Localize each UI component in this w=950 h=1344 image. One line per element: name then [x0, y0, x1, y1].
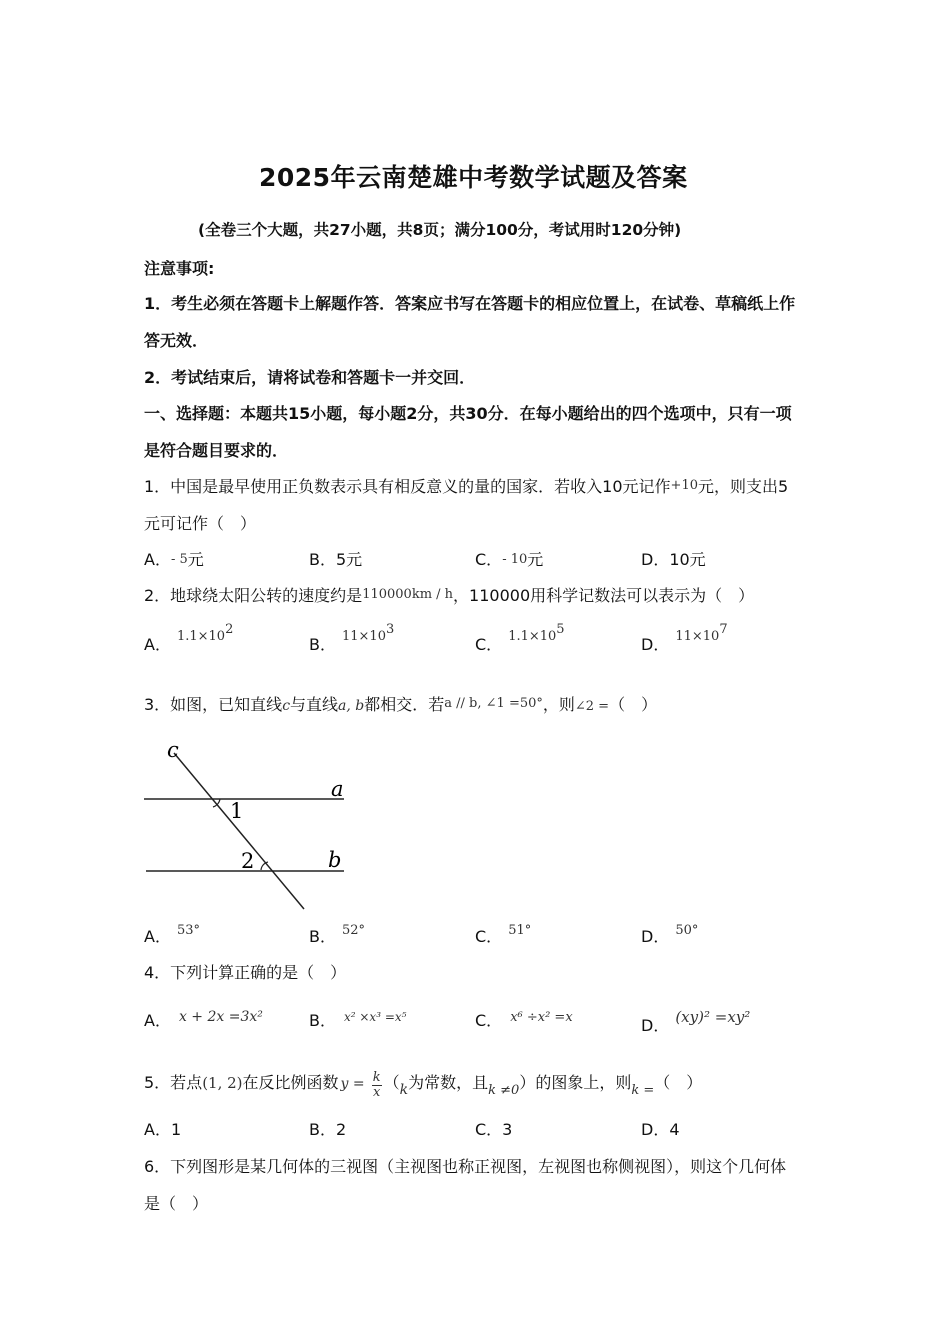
- line-c: [174, 753, 304, 909]
- q3-option-c: C． $^{51^\circ}$: [475, 923, 532, 946]
- question-6-line-1: 6．下列图形是某几何体的三视图（主视图也称正视图，左视图也称侧视图），则这个几何体: [144, 1157, 787, 1176]
- label-angle-2: 2: [241, 849, 255, 873]
- label-c: c: [167, 738, 179, 762]
- q1-option-c: C．- 10元: [475, 550, 544, 569]
- q4-option-a: A． x + 2x =3x²: [144, 1009, 263, 1030]
- q2-option-d: D． $11\times 10^7$: [641, 622, 728, 654]
- note-1-line-1: 1．考生必须在答题卡上解题作答．答案应书写在答题卡的相应位置上，在试卷、草稿纸上作: [144, 294, 796, 313]
- q5-option-a: A．1: [144, 1120, 182, 1139]
- parallel-lines-figure: [140, 738, 355, 914]
- question-1-line-1: [144, 474, 788, 497]
- q1-option-a: A．- 5元: [144, 550, 204, 569]
- question-5: 5．若点(1, 2)在反比例函数 y = $\frac{k}{x}$ （k为常数，且$_{k \ne 0}$）的图象上，则$_{k =}$（ ）: [144, 1070, 703, 1100]
- q4-option-c: C． $^{x^6 \div x^2 =x}$: [475, 1010, 573, 1030]
- label-b: b: [328, 848, 342, 872]
- question-2: 2．地球绕太阳公转的速度约是110000km / h，110000用科学记数法可以表示为（ ）: [144, 586, 755, 605]
- angle-2-arc: [261, 862, 268, 870]
- q4-option-d: D． (xy)² =xy²: [641, 1008, 751, 1035]
- q5-option-b: B．2: [309, 1120, 347, 1139]
- q5-option-d: D．4: [641, 1120, 680, 1139]
- exam-info: (全卷三个大题，共27小题，共8页；满分100分，考试用时120分钟): [198, 221, 682, 239]
- q3-option-a: A． $^{53^\circ}$: [144, 923, 200, 946]
- q3-condition: a // b, ∠1 =50°: [444, 696, 543, 711]
- q2-option-a: A． $1.1\times 10^2$: [144, 622, 234, 654]
- q2-option-b: B． $11\times 10^3$: [309, 622, 395, 654]
- q1-option-d: D．10元: [641, 550, 706, 569]
- q1-text-b: 元，则支出5: [697, 477, 789, 496]
- section-1-line-1: 一、选择题：本题共15小题，每小题2分，共30分．在每小题给出的四个选项中，只有一项: [144, 404, 792, 423]
- question-4: 4．下列计算正确的是（ ）: [144, 963, 347, 982]
- question-6-line-2: 是（ ）: [144, 1194, 209, 1213]
- label-a: a: [331, 777, 344, 801]
- note-1-line-2: 答无效．: [144, 331, 209, 350]
- page-title: 2025年云南楚雄中考数学试题及答案: [259, 163, 688, 192]
- note-2: 2．考试结束后，请将试卷和答题卡一并交回．: [144, 368, 476, 387]
- q3-option-d: D． $^{50^\circ}$: [641, 923, 699, 946]
- label-angle-1: 1: [230, 799, 244, 823]
- q3-option-b: B． $^{52^\circ}$: [309, 923, 366, 946]
- notes-heading: 注意事项:: [144, 259, 215, 278]
- question-3: 3．如图，已知直线c与直线a, b都相交．若a // b, ∠1 =50°，则∠2 =（ ）: [144, 695, 658, 714]
- q4-option-b: B． $^{x^2 \times x^3 =x^5}$: [309, 1010, 407, 1030]
- q5-option-c: C．3: [475, 1120, 513, 1139]
- section-1-line-2: 是符合题目要求的．: [144, 441, 289, 460]
- fraction-k-over-x: $\frac{k}{x}$: [372, 1070, 381, 1100]
- q2-math: 110000km / h: [362, 587, 454, 602]
- q2-option-c: C． $1.1\times 10^5$: [475, 622, 565, 654]
- q1-math: +10: [670, 478, 698, 493]
- q1-text-a: 1．中国是最早使用正负数表示具有相反意义的量的国家．若收入10元记作: [144, 477, 671, 496]
- q1-option-b: B．5元: [309, 550, 363, 569]
- question-1-line-2: 元可记作（ ）: [144, 514, 257, 533]
